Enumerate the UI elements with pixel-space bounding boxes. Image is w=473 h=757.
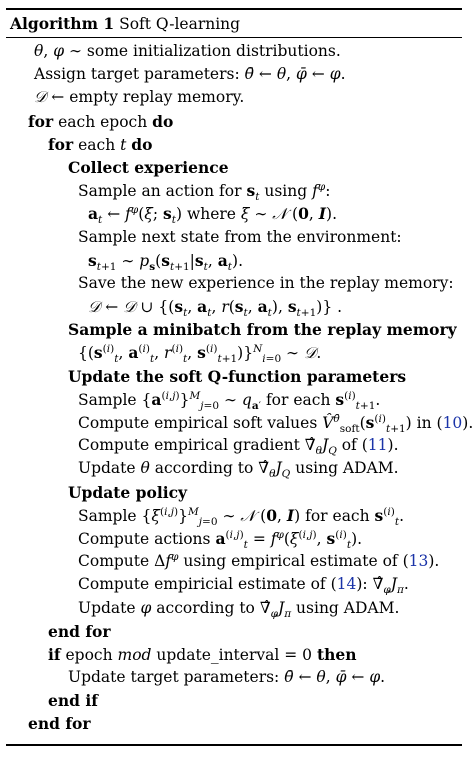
algorithm-line-15: Update the soft Q-function parameters — [68, 366, 407, 386]
algorithm-line-21: Sample $\{\xi^{(i,j)}\}^M_{j=0}$ ∼ 𝒩 (0, I) for each $s^{(i)}_t$. — [78, 505, 405, 528]
algorithm-label: Algorithm 1 — [10, 14, 115, 33]
algorithm-line-23: Compute $\Delta f^\varphi$ using empirical estimate of (13). — [78, 550, 440, 571]
algorithm-line-6: Collect experience — [68, 157, 229, 177]
algorithm-line-10: $s_{t+1}$ ∼ $p_s(s_{t+1}|s_t$, $a_t$). — [88, 250, 243, 273]
algorithm-line-7: Sample an action for $s_t$ using $f^\varphi$: — [78, 180, 331, 204]
algorithm-line-20: Update policy — [68, 482, 188, 502]
algorithm-line-29: end if — [48, 691, 98, 711]
algorithm-line-25: Update φ according to $\nablâ_\varphi J_\pi$ using ADAM. — [78, 598, 400, 620]
algorithm-line-8: $a_t$ ← $f^\varphi(\xi$; $s_t$) where ξ ∼ 𝒩 (0, I). — [88, 204, 338, 227]
algorithm-line-3: 𝒟 ← empty replay memory. — [34, 88, 245, 107]
algorithm-line-1: θ, φ ∼ some initialization distributions. — [34, 42, 341, 60]
bottom-rule — [6, 744, 462, 746]
algorithm-line-11: Save the new experience in the replay memory: — [78, 273, 454, 292]
algorithm-line-17: Compute empirical soft values $V̂^{\thetā}_{soft}(s^{(i)}_{t+1})$ in (10). — [78, 412, 473, 436]
algorithm-line-22: Compute actions $a^{(i,j)}_t = f^\varphi(\xi^{(i,j)}$, $s^{(i)}_t$). — [78, 528, 363, 552]
algorithm-line-27: if epoch mod update_interval = 0 then — [48, 644, 357, 664]
algorithm-line-5: for each t do — [48, 134, 153, 154]
algorithm-line-12: 𝒟 ← 𝒟 ∪ {($s_t$, $a_t$, $r(s_t$, $a_t$), $s_{t+1}$)} . — [88, 297, 343, 320]
algorithm-line-26: end for — [48, 621, 111, 641]
algorithm-line-30: end for — [28, 714, 91, 734]
algorithm-line-14: {($s^{(i)}_t$, $a^{(i)}_t$, $r^{(i)}_t$, $s^{(i)}_{t+1})\}^N_{i=0}$ ∼ 𝒟. — [78, 343, 322, 366]
algorithm-line-19: Update θ according to $\nablâ_\theta J_Q$ using ADAM. — [78, 459, 399, 481]
algorithm-line-18: Compute empirical gradient $\nablâ_\theta J_Q$ of (11). — [78, 436, 399, 458]
algorithm-line-9: Sample next state from the environment: — [78, 227, 402, 246]
algorithm-line-24: Compute empiricial estimate of (14): $\nablâ_\varphi J_\pi$. — [78, 575, 409, 597]
algorithm-line-16: Sample $\{a^{(i,j)}\}^M_{j=0}$ ∼ $q_{a'}$ for each $s^{(i)}_{t+1}$. — [78, 389, 381, 412]
algorithm-body — [6, 38, 473, 742]
algorithm-line-4: for each epoch do — [28, 111, 174, 131]
algorithm-title: Soft Q-learning — [119, 15, 241, 33]
algorithm-line-28: Update target parameters: θ̄ ← θ, φ̄ ← φ. — [68, 668, 386, 687]
algorithm-caption — [6, 10, 462, 37]
algorithm-line-13: Sample a minibatch from the replay memory — [68, 320, 457, 340]
algorithm-box — [6, 8, 473, 746]
algorithm-line-2: Assign target parameters: θ̄ ← θ, φ̄ ← φ. — [34, 65, 346, 84]
